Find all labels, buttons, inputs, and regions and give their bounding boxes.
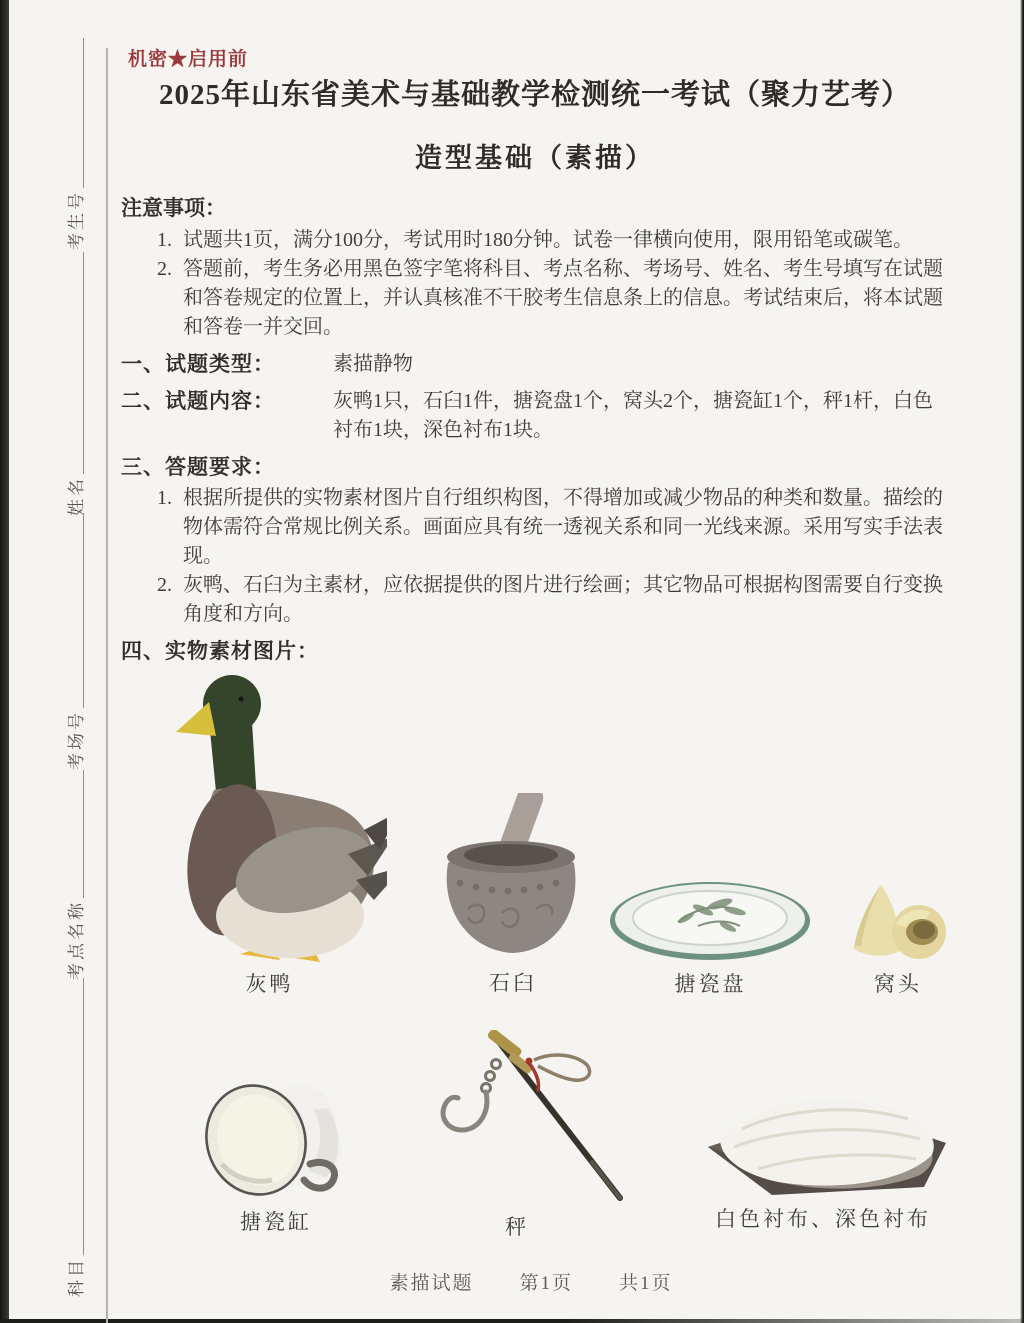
footer-page-number: 第1页 (519, 1273, 573, 1294)
material-label: 石臼 (489, 971, 537, 995)
section-requirements-heading: 三、答题要求： (121, 456, 275, 479)
stone-mortar-photo (428, 793, 598, 961)
candidate-number-blank (66, 38, 84, 188)
notice-item-text: 答题前，考生务必用黑色签字笔将科目、考点名称、考场号、姓名、考生号填写在试题和答卷规定的位置上，并认真核准不干胶考生信息条上的信息。考试结束后，将本试题和答卷一并交回。 (183, 258, 943, 338)
notice-item-number: 2. (157, 258, 172, 280)
confidential-notice: 机密★启用前 (128, 49, 249, 70)
scan-edge-left (0, 0, 9, 1323)
requirement-item-text: 灰鸭、石臼为主素材，应依据提供的图片进行绘画；其它物品可根据构图需要自行变换角度和方向。 (183, 574, 943, 625)
notice-heading: 注意事项： (121, 197, 226, 220)
subject-label: 科目 (66, 1257, 86, 1297)
enamel-mug-photo (196, 1078, 356, 1200)
room-number-label: 考场号 (66, 710, 86, 770)
requirement-item (157, 571, 943, 629)
duck-photo (152, 672, 387, 962)
name-blank (66, 252, 84, 474)
section-heading: 二、试题内容： (121, 390, 275, 413)
margin-field-site-name (60, 770, 90, 980)
material-label: 搪瓷缸 (240, 1210, 312, 1234)
page-subtitle: 造型基础（素描） (415, 143, 655, 173)
requirement-item-number: 1. (157, 487, 172, 509)
steelyard-scale-photo (402, 1030, 632, 1205)
site-name-label: 考点名称 (66, 900, 86, 980)
requirements-list (157, 484, 943, 629)
margin-field-room-number (60, 513, 90, 770)
material-cloths (694, 1085, 952, 1233)
name-label: 姓名 (66, 476, 86, 516)
white-and-dark-cloth-photo (694, 1085, 952, 1197)
material-stone-mortar (428, 793, 598, 997)
notice-item-text: 试题共1页，满分100分，考试用时180分钟。试卷一律横向使用，限用铅笔或碳笔。 (183, 229, 913, 251)
document-body (121, 194, 943, 666)
section-heading: 一、试题类型： (121, 353, 275, 376)
material-duck (152, 672, 387, 998)
requirement-item-number: 2. (157, 574, 172, 596)
requirement-item (157, 484, 943, 571)
margin-divider-line (106, 48, 108, 1323)
material-enamel-plate (608, 880, 813, 998)
material-enamel-mug (196, 1078, 356, 1236)
material-label: 秤 (505, 1215, 529, 1239)
subject-blank (66, 978, 84, 1255)
material-label: 窝头 (874, 972, 922, 996)
header (120, 78, 950, 175)
page-title: 2025年山东省美术与基础教学检测统一考试（聚力艺考） (158, 79, 911, 111)
section-question-type (121, 350, 943, 379)
margin-field-candidate-number (60, 38, 90, 250)
section-materials-heading: 四、实物素材图片： (121, 640, 319, 663)
site-name-blank (66, 770, 84, 898)
footer-page-total: 共1页 (619, 1273, 673, 1294)
page-footer (120, 1268, 942, 1295)
notice-item-number: 1. (157, 229, 172, 251)
section-question-content (121, 387, 943, 445)
notice-item (157, 255, 943, 342)
material-label: 白色衬布、深色衬布 (715, 1207, 931, 1231)
enamel-plate-photo (608, 880, 813, 962)
material-label: 搪瓷盘 (674, 972, 747, 996)
notice-list (157, 226, 943, 342)
material-corn-buns (848, 880, 948, 998)
section-content: 灰鸭1只，石臼1件，搪瓷盘1个，窝头2个，搪瓷缸1个，秤1杆，白色衬布1块，深色衬布1块。 (333, 390, 933, 441)
corn-bun-photo (848, 880, 948, 962)
margin-field-name (60, 252, 90, 516)
candidate-number-label: 考生号 (66, 190, 86, 250)
material-label: 灰鸭 (245, 972, 294, 996)
room-number-blank (66, 513, 84, 708)
scan-edge-right (1020, 0, 1024, 1323)
scan-edge-bottom (0, 1319, 1024, 1323)
requirement-item-text: 根据所提供的实物素材图片自行组织构图，不得增加或减少物品的种类和数量。描绘的物体需符合常规比例关系。画面应具有统一透视关系和同一光线来源。采用写实手法表现。 (183, 487, 943, 567)
footer-doc-label: 素描试题 (389, 1273, 474, 1294)
margin-field-subject (60, 978, 90, 1297)
notice-item (157, 226, 943, 255)
section-content: 素描静物 (333, 353, 413, 375)
material-steelyard-scale (402, 1030, 632, 1241)
